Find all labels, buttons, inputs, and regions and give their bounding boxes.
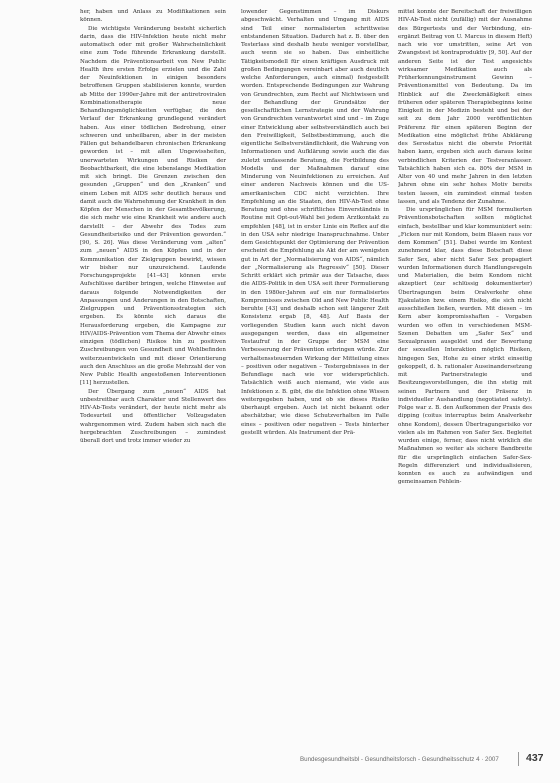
- paragraph: her, haben und Anlass zu Modifikationen sein können.: [80, 9, 226, 24]
- paragraph: lowender Gegenstimmen – im Diskurs abgeschwächt. Verhalten und Umgang mit AIDS sind Teil einer normalisierten schrittweise entstandenen Situation. Dadurch hat z. B. über den Testerlass sind deshalb heute weniger vorstellbar, auch wenn sie so haben. Das einheitliche Tätigkeitsmodell für einen kräftigen Ausdruck mit großen Bedingungen vereinbart aber auch deutlich welche Anforderungen, auch einmal) festgestellt worden. Entsprechende Bedingungen zur Wahrung von Grundrechten, zum Recht auf Nichtwissen und der Behandlung der Grundsätze der gesellschaftlichen Lernstrategie und der Wahrung von Grundrechten verantwortet sind und – im Zuge einer Entwicklung aber selbstverständlich auch bei den Freiwilligkeit, Selbstbestimmung, auch die eigentliche Selbstverständlichkeit, die Wahrung von Informationen und Aufklärung sowie auch die das zuletzt umfassende Beratung, die Fortbildung des Modells und der Maßnahmen darauf eine Minderung von Neuinfektionen zu erreichen. Auf einer anderen Nachweis können und die US-amerikanischen CDC nicht verzichten. Ihre Empfehlung an die Staaten, den HIV-Ab-Test ohne Beratung und ohne schriftliches Einverständnis in Routine mit Opt-out-Wahl bei jedem Arztkontakt zu empfehlen [48], ist in erster Linie ein Reflex auf die in den USA sehr niedrige Inanspruchnahme. Unter dem Gesichtspunkt der Optimierung der Prävention erscheint die Empfehlung als Akt der am wenigsten gut in Art der „Normalisierung von AIDS“, nämlich der „Normalisierung als Regressiv“ [50]. Dieser Schritt erklärt sich primär aus der Tatsache, dass die AIDS-Politik in den USA seit ihrer Formulierung in den 1980er-Jahren auf ein nur formalisiertes Kompromisses zwischen Old and New Public Health beruhte [43] und deshalb schon seit längerer Zeit Konsistenz ergab [8, 48]. Auf Basis der vorliegenden Studien kann auch nicht davon ausgegangen werden, dass ein allgemeiner Testaufruf in der Gruppe der MSM eine Verbesserung der Prävention erbringen würde. Zur verhaltenssteuernden Wirkung der Mitteilung eines – positiven oder negativen – Testergebnisses in der Befundlage nach wie vor widersprüchlich. Tatsächlich weiß auch niemand, wie viele aus Infektionen z. B. gibt, die die Infektion ohne Wissen weitergegeben haben, und ob sie dieses Risiko überhaupt ergeben. Auch ist nicht bekannt oder abschätzbar, wie diese Schutzverhalten im Falle eines – positiven oder negativen – Tests hinterher gestellt würden. Als Instrument der Prä-: [241, 9, 389, 436]
- paragraph: Die wichtigste Veränderung besteht sicherlich darin, dass die HIV-Infektion heute nicht mehr automatisch oder mit großer Wahrscheinlichkeit eine zum Tode führende Erkrankung darstellt. Nachdem die Präventionsarbeit von New Public Health ihre ersten Erfolge erzielen und die Zahl der Neuinfektionen in einigen besonders betroffenen Gruppen stabilisieren konnte, wurden ab Mitte der 1990er-Jahre mit der antiretroviralen Kombinationstherapie neue Behandlungsmöglichkeiten verfügbar, die den Verlauf der Erkrankung grundlegend verändert haben. Aus einer tödlichen Bedrohung, einer schweren und unheilbaren, aber in der meisten Fällen gut behandelbaren chronischen Erkrankung geworden ist – mit allen Ungewissheiten, unerwarteten Wirkungen und Risiken der Beobachtbarkeit, die eine lebenslange Medikation mit sich bringt. Die Grenzen zwischen den gesunden „Gruppen“ und den „Kranken“ und einem Leben mit AIDS sehr deutlich heraus und damit auch die Wahrnehmung der Krankheit in den Köpfen der Menschen in der Gesamtbevölkerung, die sich mehr wie eine Krankheit wie andere auch darstellt – der Abwehr des Todes zum Gesundheitsrisiko und der Prävention geworden.“ [90, S. 26]. Was diese Veränderung vom „alten“ zum „neuen“ AIDS in den Köpfen und in der Kommunikation der Zielgruppen bewirkt, wissen wir bisher nur unzureichend. Laufende Forschungsprojekte [41–43] können erste Aufschlüsse darüber bringen, welche Hinweise auf daraus folgende Notwendigkeiten der Anpassungen und Änderungen in den Botschaften, Zielgruppen und Präventionsstrategien sich ergeben. Es könnte sich daraus die Herausforderung ergeben, die Kampagne zur HIV/AIDS-Prävention vom Thema der Abwehr eines einzigen (tödlichen) Risikos hin zu positiven Zuschreibungen von Gesundheit und Wohlbefinden weiterzuentwickeln und mit dieser Orientierung auch den Anschluss an die große Mehrzahl der von New Public Health angestoßenen Interventionen [11] herzustellen.: [80, 25, 226, 387]
- footer-divider: [518, 752, 519, 766]
- page-number: 437: [526, 752, 544, 764]
- page-footer: [300, 751, 552, 767]
- paragraph: Der Übergang zum „neuen“ AIDS hat unbestreitbar auch Charakter und Stellenwert des HIV-Ab-Tests verändert, der heute nicht mehr als Todesurteil und öffentlicher Vollzugsdaten wahrgenommen wird. Zudem haben sich nach die hergebrachten Zuschreibungen – zumindest überall dort und trotz immer wieder zu: [80, 388, 226, 444]
- journal-citation: Bundesgesundheitsbl - Gesundheitsforsch - Gesundheitsschutz 4 · 2007: [300, 756, 499, 763]
- text-column-right: [398, 8, 532, 736]
- paragraph: mittel konnte der Bereitschaft der freiwilligen HIV-Ab-Test nicht (zufällig) mit der Ausnahme des Bürgertests und der Verbindung, ein- ergänzt Beitrag von U. Marcus in diesem Heft) nach wie vor umstritten, seine Art von Zwangstest ist kontraproduktiv [9, 50]. Auf der anderen Seite ist der Test angesichts wirksamer Medikation auch als Früherkennungsinstrument Gewinn – Präventionsmittel von Bedeutung. Da im Hinblick auf die Zweckmäßigkeit eines früheren oder späteren Therapiebeginns keine Einigkeit in der Medizin besteht und bei der seit zu dem Jahr 2000 veröffentlichten Präferenz für einen späteren Beginn der Medikation eine möglichst frühe Abklärung des Serostatus nicht die oberste Priorität haben kann, ergeben sich auch daraus keine verbindlichen Kriterien der Testveranlasser. Tatsächlich haben sich ca. 80% der MSM in Alter von 40 und mehr Jahren in den letzten Jahren ohne ein sehr hohes Motiv bereits testen lassen, ein zumindest einmal testen lassen, und als Tendenz der Zunahme.: [398, 9, 532, 205]
- paragraph: Die ursprünglichen für MSM formulierten Präventionsbotschaften sollten möglichst einfach, bestellbar und klar kommuniziert sein: „Ficken nur mit Kondom, beim Blasen raus vor dem Kommen“ [51]. Dabei wurde im Kontext zunehmend klar, dass diese Botschaft diese Safer Sex, aber nicht Safer Sex propagiert wurden Informationen durch Handlungsregeln und Materialien, die beim Kondom nicht akzeptiert (zur schlüssig dokumentierter) Übertragungen beim Oralverkehr ohne Ejakulation bzw. einem Risiko, die sich nicht ausschließen ließen, wurden. Mit diesen – im Kern aber kompromisshaften – Vorgaben wurden wo offen in verschiedenen MSM-Szenen Debatten um „Safer Sex“ und Sexualpraxen ausgelöst und der Bewertung der sexuellen Interaktion möglich Risiken, hingegen Sex, Hohe zu einer strikt einseitig gekoppelt, d. h. rationaler Auseinandersetzung mit Partnerstrategie und Besitzungsvorstellungen, die ihn stetig mit seinen Partnern und der Präsenz in individueller Aushandlung (negotiated safety). Folge war z. B. den Aufkommen der Praxis des dipping (coitus interruptus beim Analverkehr ohne Kondom), dessen Übertragungsrisiko vor vielen als im Rahmen von Safer Sex. Begleitet wurden einige, ferner, dass nicht wirklich die Maßnahmen so weiter als sichere Bandbreite für die ursprünglich einfachen Safer-Sex-Regeln differenziert und individualisieren, konnten es auch zu aufwändigen und gemeinsamen Fehlein-: [398, 207, 532, 486]
- text-column-middle: [241, 8, 389, 736]
- text-column-left: [80, 8, 226, 736]
